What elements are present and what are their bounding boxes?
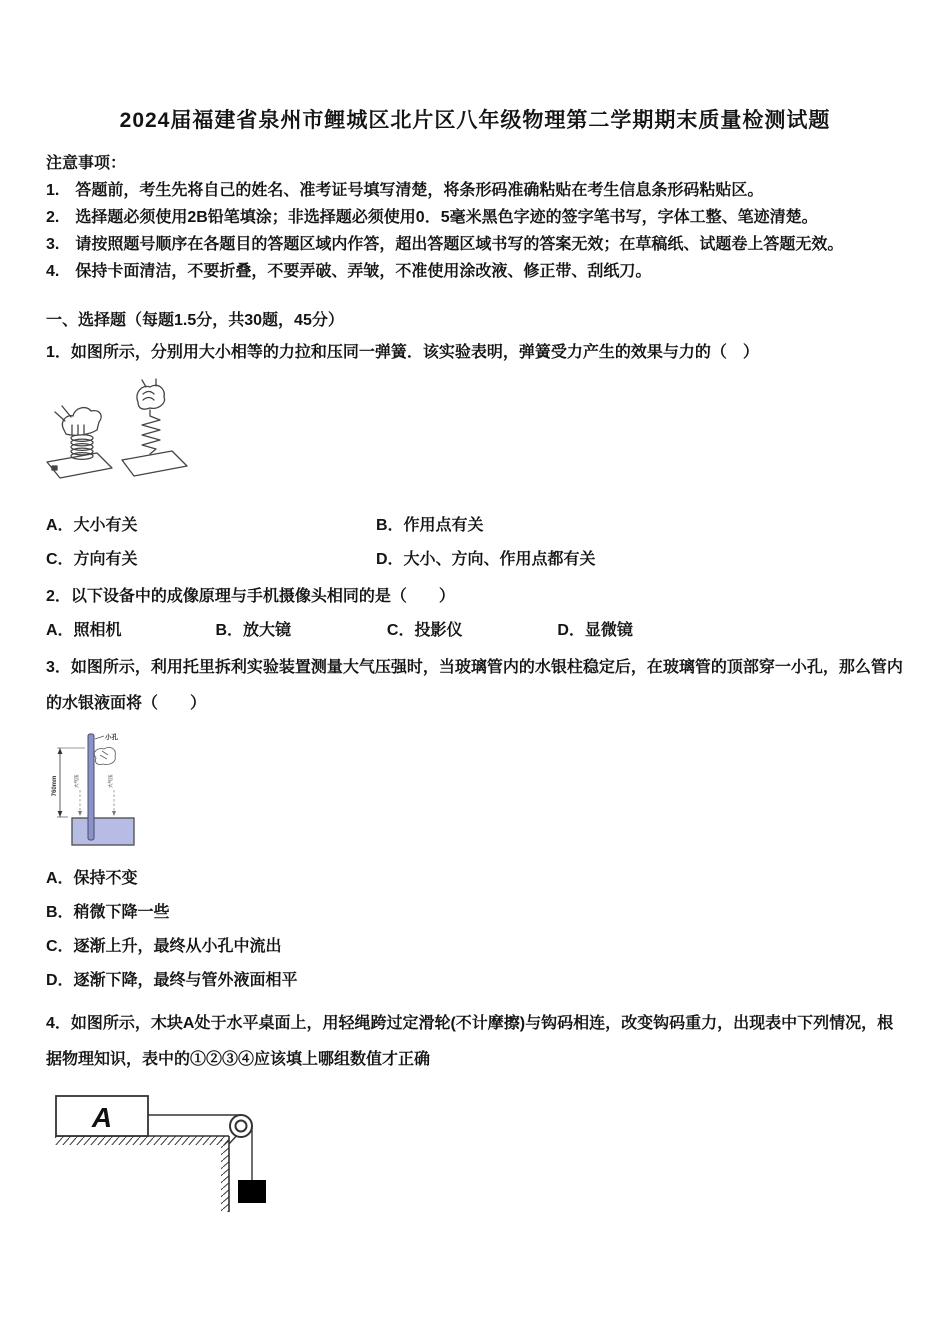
- question-1-option-a: A．大小有关: [46, 517, 138, 534]
- question-4-text: 4．如图所示，木块A处于水平桌面上，用轻绳跨过定滑轮(不计摩擦)与钩码相连，改变钩码重力，出现表中下列情况，根据物理知识，表中的①②③④应该填上哪组数值才正确: [46, 1015, 894, 1068]
- figure-barometer: [48, 728, 168, 850]
- barometer-pressure-label-right: 大气压: [108, 774, 113, 788]
- question-2-option-a: A．照相机: [46, 622, 122, 639]
- section-heading: 一、选择题（每题1.5分，共30题，45分）: [46, 312, 344, 329]
- question-3-option-c: C．逐渐上升，最终从小孔中流出: [46, 938, 282, 955]
- question-2-option-c: C．投影仪: [386, 622, 463, 639]
- block-a-label: A: [91, 1102, 113, 1133]
- figure-pulley-block: [55, 1090, 280, 1218]
- barometer-height-label: 760mm: [52, 775, 58, 797]
- question-1-option-c: C．方向有关: [46, 551, 138, 568]
- notice-item-1: 1. 答题前，考生先将自己的姓名、准考证号填写清楚，将条形码准确粘贴在考生信息条形码粘贴区。: [46, 182, 764, 199]
- question-2-option-d: D．显微镜: [557, 622, 633, 639]
- question-3-option-a: A．保持不变: [46, 870, 138, 887]
- question-2-option-b: B．放大镜: [215, 622, 292, 639]
- question-3-option-b: B．稍微下降一些: [46, 904, 170, 921]
- question-3-text: 3．如图所示，利用托里拆利实验装置测量大气压强时，当玻璃管内的水银柱稳定后，在玻璃管的顶部穿一小孔，那么管内的水银液面将（ ）: [46, 659, 903, 712]
- barometer-hole-label: 小孔: [105, 734, 118, 741]
- question-1-text: 1．如图所示，分别用大小相等的力拉和压同一弹簧．该实验表明，弹簧受力产生的效果与力的（ ）: [46, 344, 759, 361]
- notice-item-4: 4. 保持卡面清洁，不要折叠，不要弄破、弄皱，不准使用涂改液、修正带、刮纸刀。: [46, 263, 652, 280]
- question-2-text: 2．以下设备中的成像原理与手机摄像头相同的是（ ）: [46, 588, 455, 605]
- question-3-option-d: D．逐渐下降，最终与管外液面相平: [46, 972, 298, 989]
- question-2-options: [46, 616, 950, 646]
- question-1-option-d: D．大小、方向、作用点都有关: [376, 551, 596, 568]
- question-1-options: [46, 512, 950, 573]
- notice-section: [46, 150, 908, 285]
- question-1-option-b: B．作用点有关: [376, 517, 484, 534]
- figure-spring-experiment: [42, 378, 192, 490]
- question-3-options: [46, 862, 950, 998]
- notice-heading: 注意事项：: [46, 155, 127, 172]
- notice-item-2: 2. 选择题必须使用2B铅笔填涂；非选择题必须使用0．5毫米黑色字迹的签字笔书写，字体工整、笔迹清楚。: [46, 209, 818, 226]
- page-title: 2024届福建省泉州市鲤城区北片区八年级物理第二学期期末质量检测试题: [119, 109, 831, 132]
- notice-item-3: 3. 请按照题号顺序在各题目的答题区域内作答，超出答题区域书写的答案无效；在草稿纸、试题卷上答题无效。: [46, 236, 844, 253]
- barometer-pressure-label-left: 大气压: [74, 774, 79, 788]
